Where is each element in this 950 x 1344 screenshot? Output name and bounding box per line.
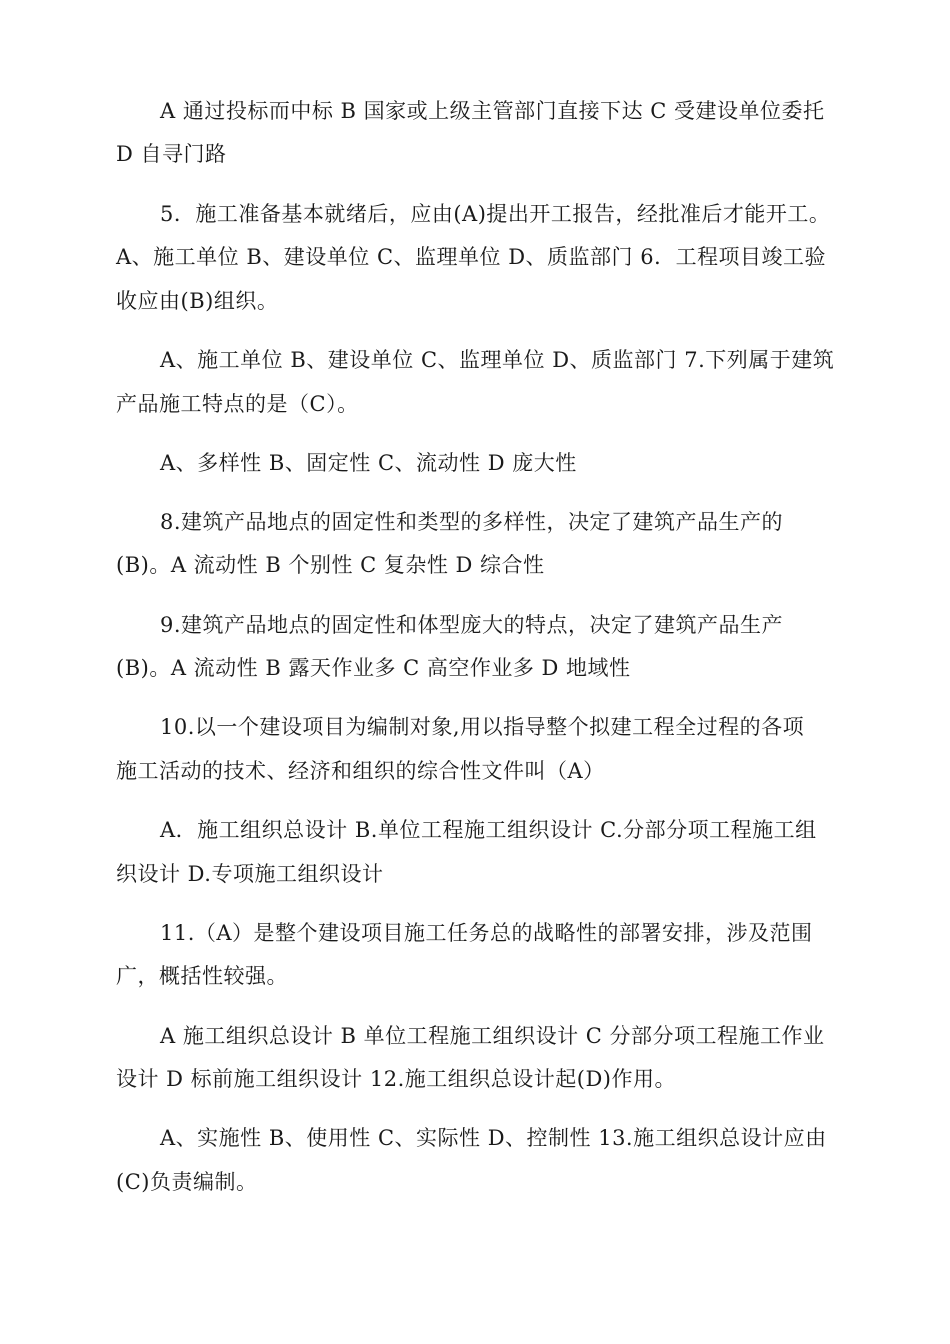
text-line-20: 设计 D 标前施工组织设计 12.施工组织总设计起(D)作用。 [116,1067,676,1091]
text-line-6: A、施工单位 B、建设单位 C、监理单位 D、质监部门 7.下列属于建筑 [160,348,835,372]
text-line-12: (B)。A 流动性 B 露天作业多 C 高空作业多 D 地域性 [116,656,631,680]
text-line-10: (B)。A 流动性 B 个别性 C 复杂性 D 综合性 [116,553,545,577]
text-line-22: (C)负责编制。 [116,1170,258,1194]
question-8: 8.建筑产品地点的固定性和类型的多样性，决定了建筑产品生产的 [160,510,784,534]
text-line-19: A 施工组织总设计 B 单位工程施工组织设计 C 分部分项工程施工作业 [160,1024,825,1048]
text-line-14: 施工活动的技术、经济和组织的综合性文件叫（A） [116,759,605,783]
text-line-7: 产品施工特点的是（C）。 [116,392,359,416]
text-line-2: D 自寻门路 [116,142,227,166]
question-5: 5．施工准备基本就绪后，应由(A)提出开工报告，经批准后才能开工。 [160,202,831,226]
question-10: 10.以一个建设项目为编制对象,用以指导整个拟建工程全过程的各项 [160,715,805,739]
text-line-15: A．施工组织总设计 B.单位工程施工组织设计 C.分部分项工程施工组 [160,818,817,842]
question-11: 11.（A）是整个建设项目施工任务总的战略性的部署安排，涉及范围 [160,921,813,945]
text-line-16: 织设计 D.专项施工组织设计 [116,862,384,886]
text-line-5: 收应由(B)组织。 [116,289,279,313]
question-9: 9.建筑产品地点的固定性和体型庞大的特点，决定了建筑产品生产 [160,613,784,637]
text-line-8: A、多样性 B、固定性 C、流动性 D 庞大性 [160,451,577,475]
text-line-1: A 通过投标而中标 B 国家或上级主管部门直接下达 C 受建设单位委托 [160,99,825,123]
text-line-18: 广，概括性较强。 [116,964,288,988]
text-line-4: A、施工单位 B、建设单位 C、监理单位 D、质监部门 6．工程项目竣工验 [116,245,827,269]
text-line-21: A、实施性 B、使用性 C、实际性 D、控制性 13.施工组织总设计应由 [160,1126,827,1150]
